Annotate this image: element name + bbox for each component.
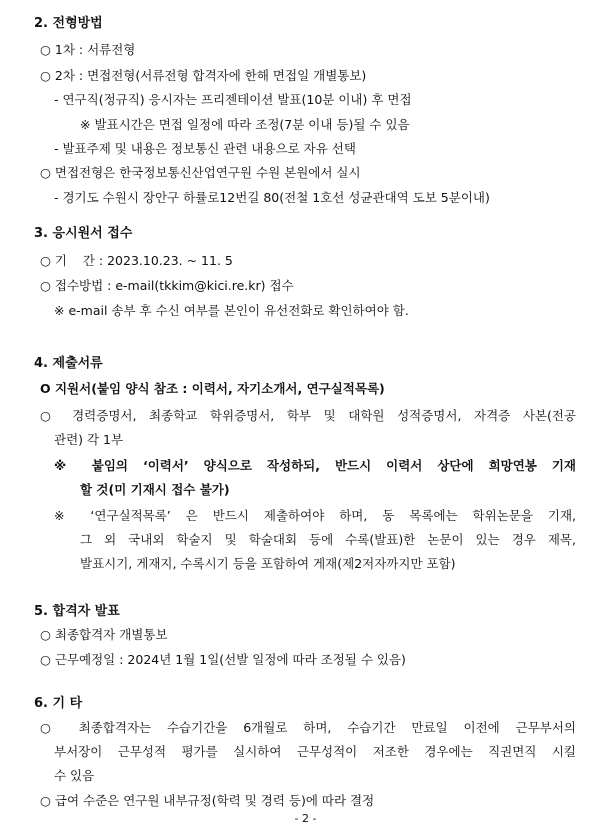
s4-line-4a: ※ ‘연구실적목록’ 은 반드시 제출하여야 하며, 동 목록에는 학위논문을 기재, [54,508,576,523]
s2-line-1: ○ 1차 : 서류전형 [40,42,136,57]
s4-line-3a: ※ 붙임의 ‘이력서’ 양식으로 작성하되, 반드시 이력서 상단에 희망연봉 기재 [54,458,576,473]
s5-line-1: ○ 최종합격자 개별통보 [40,627,168,642]
section-2-heading: 2. 전형방법 [34,16,103,31]
section-4-heading: 4. 제출서류 [34,356,103,371]
section-3-heading: 3. 응시원서 접수 [34,226,133,241]
s4-line-3b: 할 것(미 기재시 접수 불가) [80,482,230,497]
section-5-heading: 5. 합격자 발표 [34,604,120,619]
s2-line-2: ○ 2차 : 면접전형(서류전형 합격자에 한해 면접일 개별통보) [40,68,367,83]
s6-line-1b: 부서장이 근무성적 평가를 실시하여 근무성적이 저조한 경우에는 직권면직 시킬 [54,744,576,759]
page-number: - 2 - [294,812,317,825]
s2-line-6: ○ 면접전형은 한국정보통신산업연구원 수원 본원에서 실시 [40,165,361,180]
s2-line-7: - 경기도 수원시 장안구 하률로12번길 80(전철 1호선 성균관대역 도보 5분이내) [54,190,490,205]
s4-line-1: O 지원서(붙임 양식 참조 : 이력서, 자기소개서, 연구실적목록) [40,381,385,396]
s2-line-3: - 연구직(정규직) 응시자는 프리젠테이션 발표(10분 이내) 후 면접 [54,92,412,107]
s2-line-5: - 발표주제 및 내용은 정보통신 관련 내용으로 자유 선택 [54,141,356,156]
s6-line-1c: 수 있음 [54,768,95,783]
s3-line-1: ○ 기 간 : 2023.10.23. ~ 11. 5 [40,253,233,268]
s4-line-2b: 관련) 각 1부 [54,432,124,447]
s6-line-2: ○ 급여 수준은 연구원 내부규정(학력 및 경력 등)에 따라 결정 [40,793,375,808]
s3-line-3: ※ e-mail 송부 후 수신 여부를 본인이 유선전화로 확인하여야 함. [54,303,409,318]
s5-line-2: ○ 근무예정일 : 2024년 1월 1일(선발 일정에 따라 조정될 수 있음) [40,652,406,667]
s4-line-4c: 발표시기, 게재지, 수록시기 등을 포함하여 게재(제2저자까지만 포함) [80,556,456,571]
s4-line-4b: 그 외 국내외 학술지 및 학술대회 등에 수록(발표)한 논문이 있는 경우 제목, [80,532,576,547]
s4-line-2a: ○ 경력증명서, 최종학교 학위증명서, 학부 및 대학원 성적증명서, 자격증 사본(전공 [40,408,576,423]
section-6-heading: 6. 기 타 [34,696,83,711]
s2-line-4: ※ 발표시간은 면접 일정에 따라 조정(7분 이내 등)될 수 있음 [80,117,410,132]
s6-line-1a: ○ 최종합격자는 수습기간을 6개월로 하며, 수습기간 만료일 이전에 근무부서의 [40,720,576,735]
s3-line-2: ○ 접수방법 : e-mail(tkkim@kici.re.kr) 접수 [40,278,294,293]
